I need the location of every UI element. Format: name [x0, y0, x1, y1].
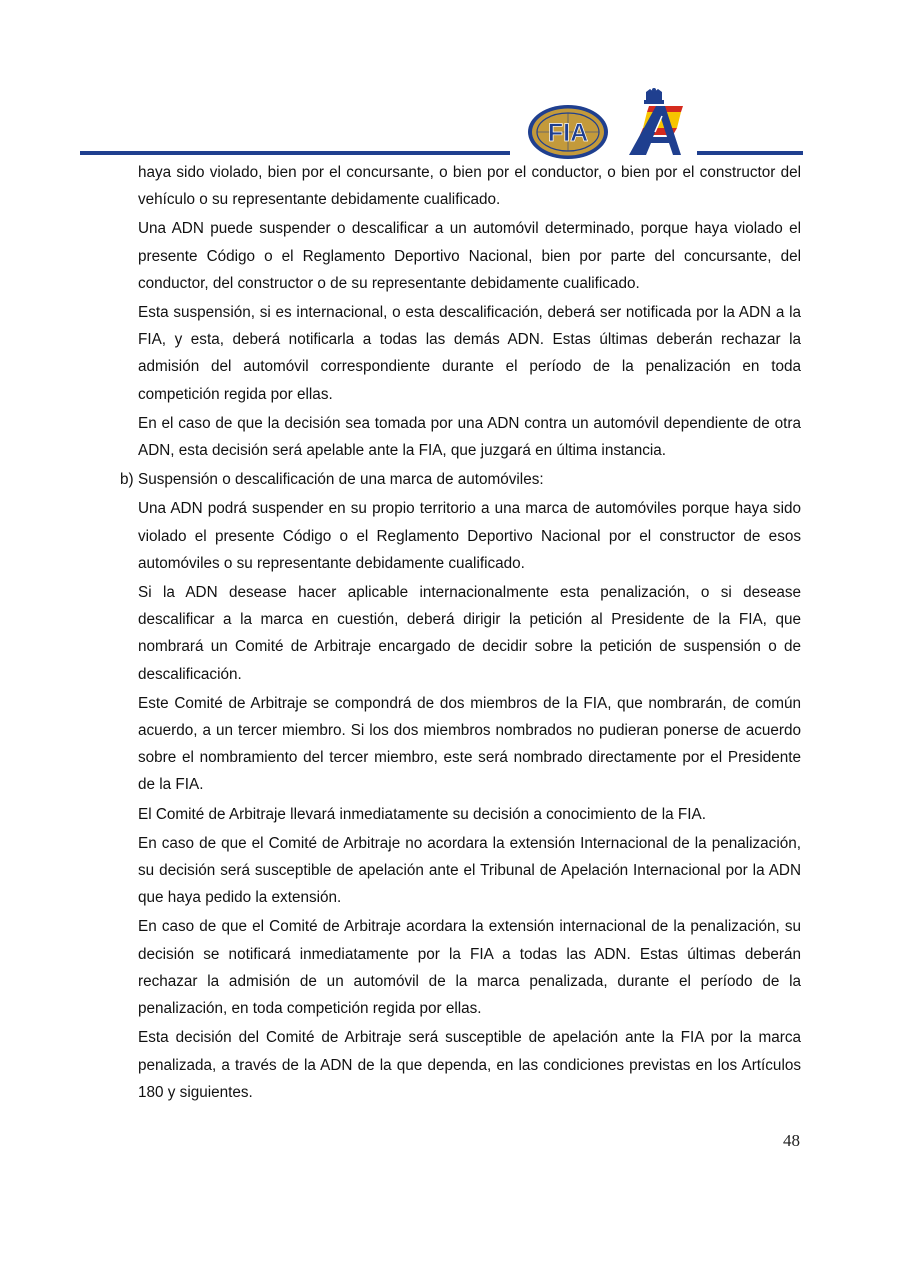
rfeda-crown-logo-icon	[625, 88, 687, 156]
list-item-heading: Suspensión o descalificación de una marca de automóviles:	[138, 471, 544, 489]
paragraph-adn-suspend-car: Una ADN puede suspender o descalificar a un automóvil determinado, porque haya violado el presente Código o el Reglamento Deportivo Nacional, bien por parte del concursante, del conductor, del constructor o de su representante debidamente cualificado.	[138, 220, 801, 292]
header-rule-left	[80, 151, 510, 155]
paragraph-international-notification: Esta suspensión, si es internacional, o esta descalificación, deberá ser notificada por la ADN a la FIA, y esta, deberá notificarla a todas las demás ADN. Estas últimas deberán rechazar la admisión del automóvil correspondiente durante el período de la penalización en toda competición regida por ellas.	[138, 304, 801, 403]
paragraph-extension-agreed: En caso de que el Comité de Arbitraje acordara la extensión internacional de la penalización, su decisión se notificará inmediatamente por la FIA a todas las ADN. Estas últimas deberán rechazar la admisión de un automóvil de la marca penalizada, durante el período de la penalización, en toda competición regida por ellas.	[138, 918, 801, 1018]
paragraph-violation-continued: haya sido violado, bien por el concursante, o bien por el conductor, o bien por el constructor del vehículo o su representante debidamente cualificado.	[138, 164, 801, 209]
paragraph-committee-decision: El Comité de Arbitraje llevará inmediatamente su decisión a conocimiento de la FIA.	[138, 805, 706, 823]
paragraph-appeal-to-fia: En el caso de que la decisión sea tomada por una ADN contra un automóvil dependiente de otra ADN, esta decisión será apelable ante la FIA, que juzgará en última instancia.	[138, 414, 801, 460]
list-item-b	[120, 466, 800, 493]
fia-logo-icon	[526, 103, 610, 161]
paragraph-arbitration-committee: Este Comité de Arbitraje se compondrá de dos miembros de la FIA, que nombrarán, de común acuerdo, a un tercer miembro. Si los dos miembros nombrados no pudieran ponerse de acuerdo sobre el nombramiento del tercer miembro, este será nombrado directamente por el Presidente de la FIA.	[138, 694, 801, 794]
paragraph-brand-appeal: Esta decisión del Comité de Arbitraje será susceptible de apelación ante la FIA por la marca penalizada, a través de la ADN de la que dependa, en las condiciones previstas en los Artículos 180 y siguientes.	[138, 1029, 801, 1101]
page-number: 48	[783, 1131, 800, 1150]
paragraph-no-extension: En caso de que el Comité de Arbitraje no acordara la extensión Internacional de la penalización, su decisión será susceptible de apelación ante el Tribunal de Apelación Internacional por la ADN que haya pedido la extensión.	[138, 834, 801, 907]
list-item-marker: b)	[120, 471, 134, 489]
fia-logo-text: FIA	[547, 119, 589, 147]
paragraph-international-request: Si la ADN desease hacer aplicable internacionalmente esta penalización, o si desease descalificar a la marca en cuestión, deberá dirigir la petición al Presidente de la FIA, que nombrará un Comité de Arbitraje encargado de decidir sobre la petición de suspensión o de descalificación.	[138, 584, 801, 683]
header-rule-right	[697, 151, 803, 155]
page-body	[0, 159, 905, 1108]
paragraph-adn-suspend-brand: Una ADN podrá suspender en su propio territorio a una marca de automóviles porque haya sido violado el presente Código o el Reglamento Deportivo Nacional por el constructor de esos automóviles o su representante debidamente cualificado.	[138, 500, 801, 572]
